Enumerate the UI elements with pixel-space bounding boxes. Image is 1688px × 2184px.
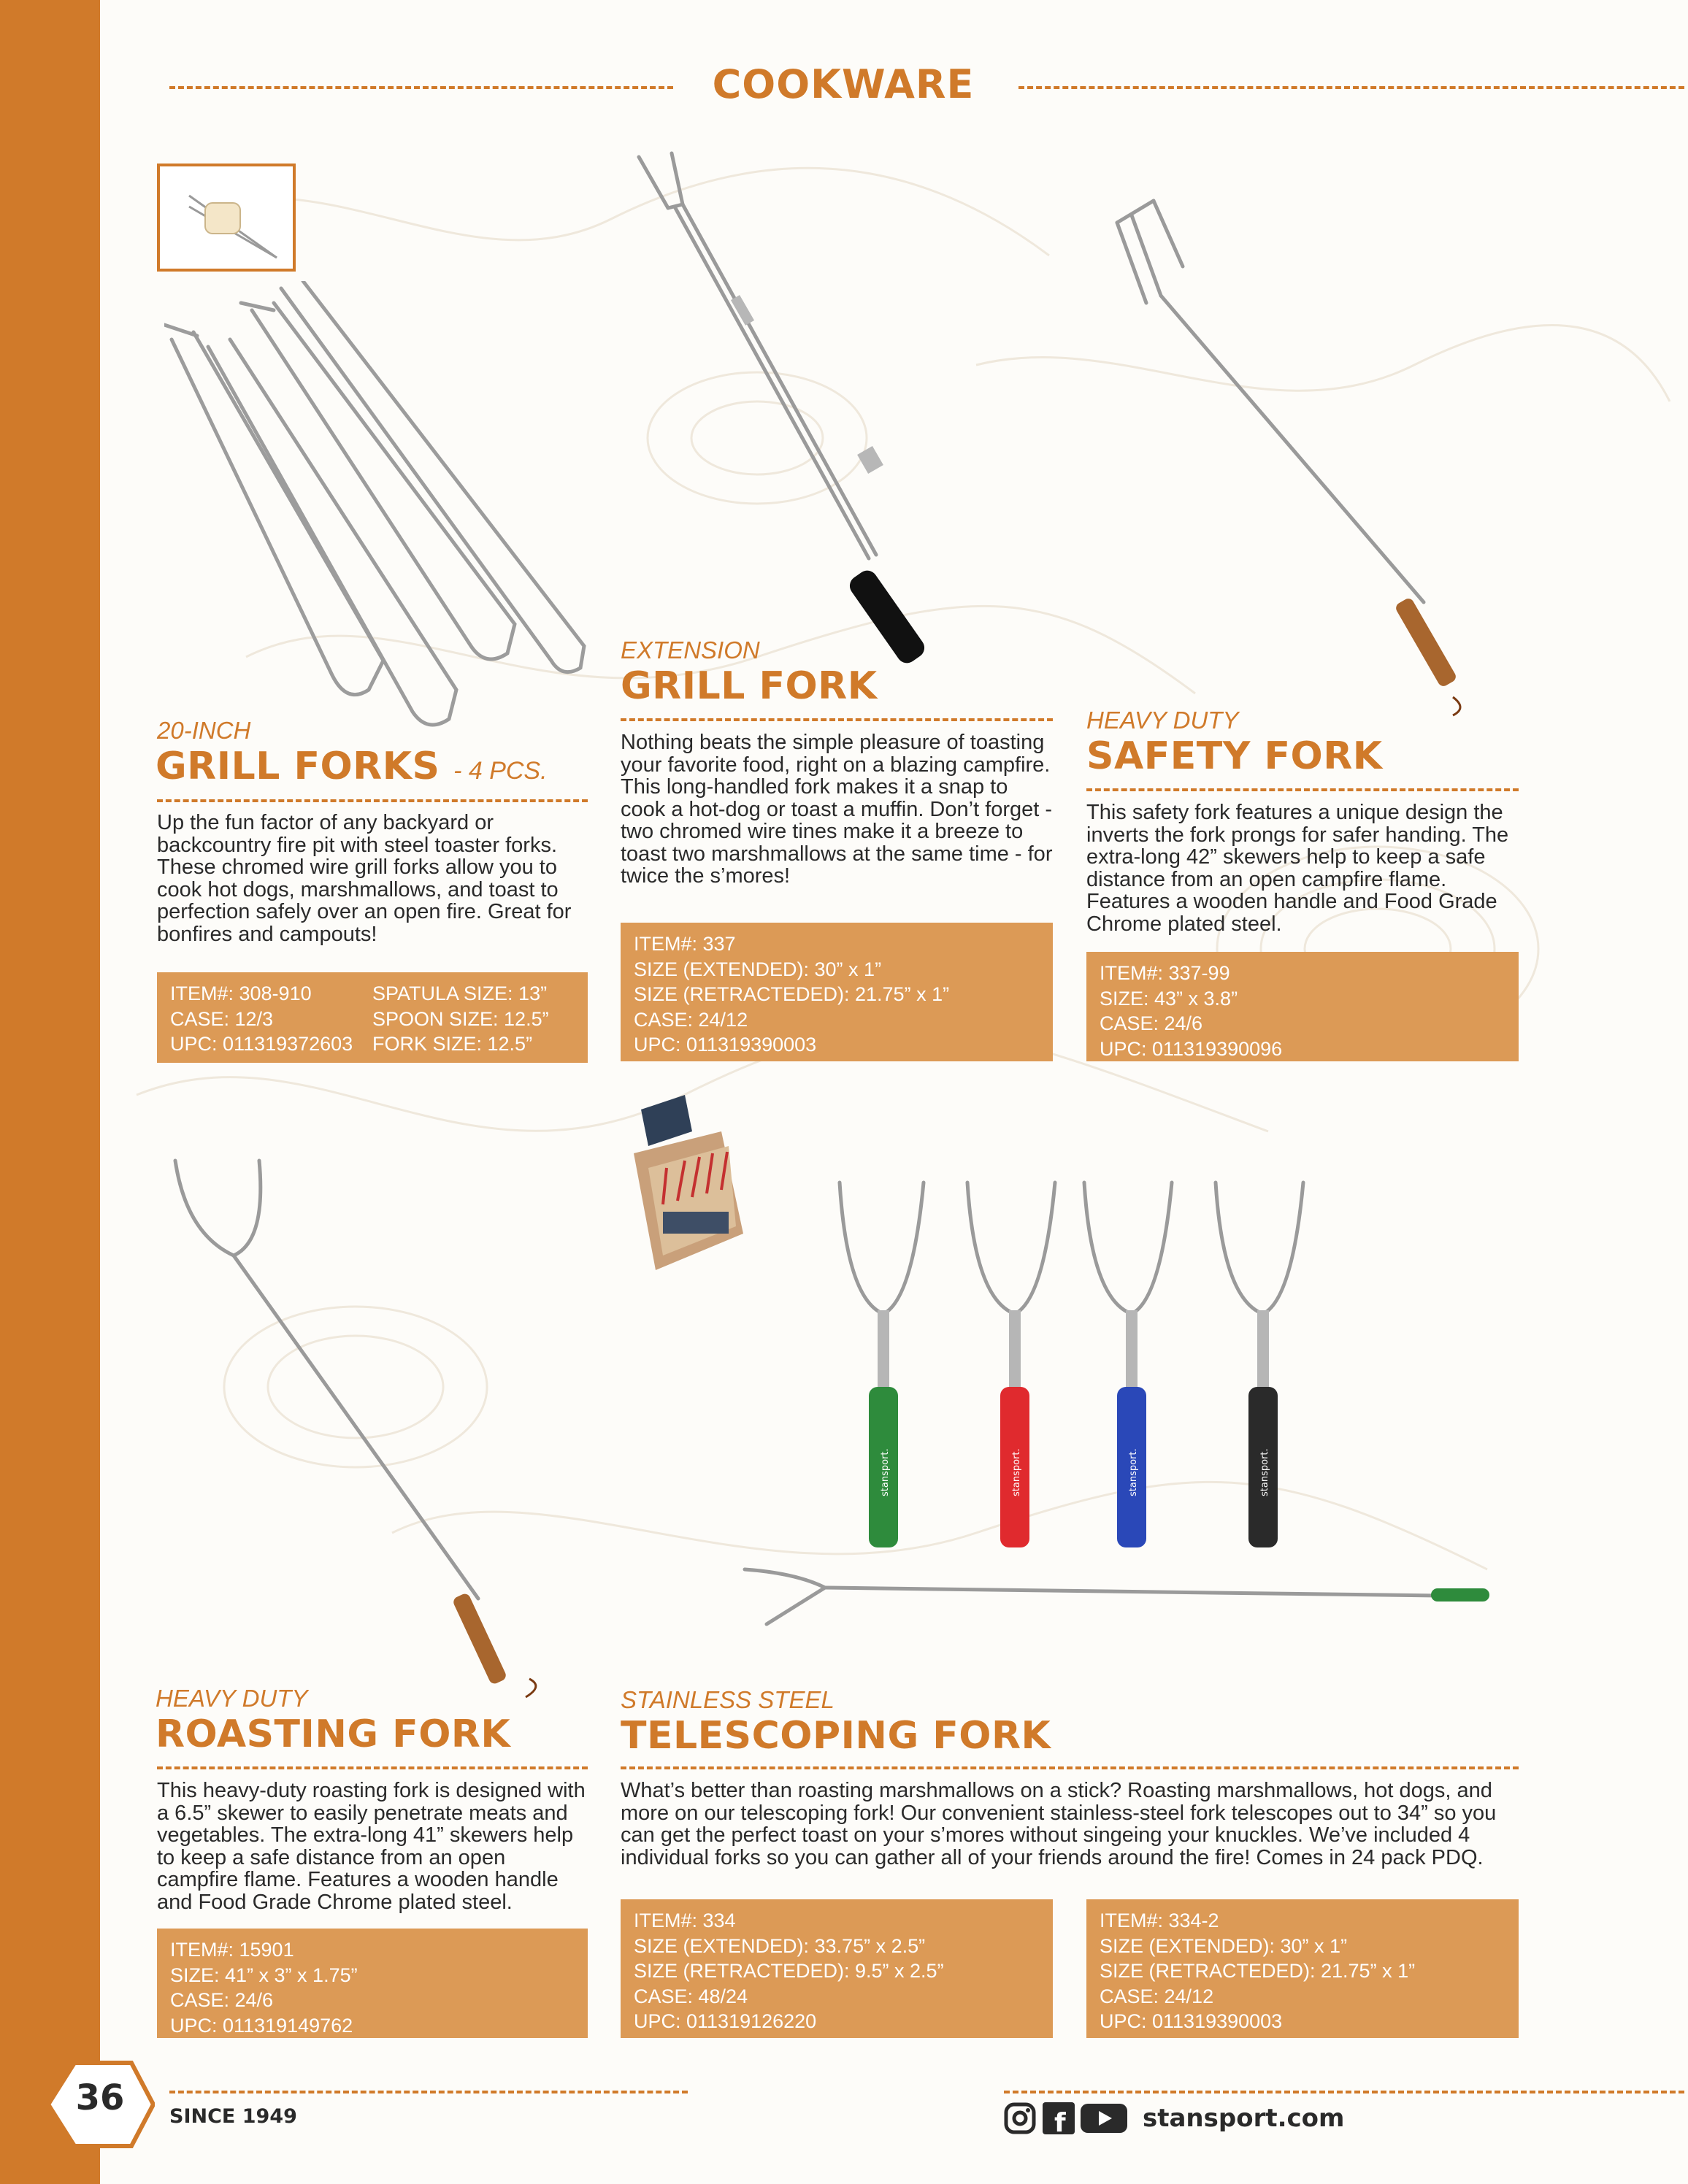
extension-fork-title: GRILL FORK (621, 664, 878, 708)
section-title: COOKWARE (712, 61, 975, 107)
grill-forks-title (156, 745, 548, 788)
website-link[interactable]: stansport.com (1143, 2104, 1345, 2133)
extension-fork-specs (621, 923, 1053, 1061)
grill-forks-title-text: GRILL FORKS (156, 745, 440, 788)
safety-fork-image (1102, 193, 1468, 719)
telescoping-fork-specs-a (621, 1899, 1053, 2038)
spec-line: SPATULA SIZE: 13” (372, 983, 548, 1004)
safety-fork-divider (1086, 788, 1519, 791)
telescoping-fork-subtitle: STAINLESS STEEL (621, 1686, 835, 1713)
spec-line: SIZE: 41” x 3” x 1.75” (170, 1964, 358, 1986)
safety-fork-description: This safety fork features a unique design the inverts the fork prongs for safer handing. The extra-long 42” skewers help to keep a safe distance from an open campfire flame. Features a wooden handle and Food Grade Chrome plated steel. (1086, 801, 1509, 936)
telescoping-forks-image (832, 1168, 1387, 1555)
spec-line: ITEM#: 334 (634, 1910, 736, 1931)
telescoping-fork-specs-b (1086, 1899, 1519, 2038)
telescoping-fork-extended-image (737, 1555, 1497, 1635)
grill-forks-specs-right (372, 981, 575, 1054)
footer-divider-left (169, 2091, 688, 2093)
spec-line: SIZE (RETRACTEDED): 21.75” x 1” (1100, 1960, 1416, 1982)
spec-line: CASE: 24/6 (170, 1989, 274, 2011)
grill-forks-divider (157, 799, 588, 802)
spec-line: ITEM#: 334-2 (1100, 1910, 1219, 1931)
telescoping-fork-title: TELESCOPING FORK (621, 1714, 1051, 1758)
roasting-fork-description: This heavy-duty roasting fork is designed with a 6.5” skewer to easily penetrate meats and vegetables. The extra-long 41” skewers help to keep a safe distance from an open campfire flame. Features a wooden handle and Food Grade Chrome plated steel. (157, 1779, 586, 1914)
handle-brand-text: stansport. (1011, 1448, 1022, 1496)
handle-brand-text: stansport. (1128, 1448, 1139, 1496)
handle-brand-text: stansport. (1259, 1448, 1270, 1496)
header-divider-right (1018, 86, 1684, 89)
spec-line: CASE: 24/12 (1100, 1985, 1214, 2007)
spec-line: SIZE: 43” x 3.8” (1100, 987, 1238, 1010)
roasting-fork-specs (157, 1929, 588, 2038)
spec-line: UPC: 011319390003 (1100, 2010, 1283, 2032)
safety-fork-title: SAFETY FORK (1086, 734, 1383, 778)
spec-line: UPC: 011319372603 (170, 1033, 353, 1055)
since-label: SINCE 1949 (169, 2105, 297, 2128)
marshmallow-thumbnail (157, 164, 296, 272)
youtube-icon[interactable] (1081, 2104, 1127, 2133)
spec-line: SPOON SIZE: 12.5” (372, 1007, 549, 1030)
footer-divider-right (1004, 2091, 1684, 2093)
spec-line: UPC: 011319390003 (634, 1034, 817, 1056)
roasting-fork-image (164, 1153, 573, 1701)
spec-line: ITEM#: 337-99 (1100, 962, 1230, 984)
spec-line: SIZE (EXTENDED): 30” x 1” (1100, 1934, 1348, 1957)
spec-line: SIZE (RETRACTEDED): 21.75” x 1” (634, 983, 950, 1005)
grill-forks-title-suffix: - 4 PCS. (453, 757, 548, 785)
extension-fork-divider (621, 718, 1053, 721)
spec-line: CASE: 24/12 (634, 1008, 748, 1031)
spec-line: FORK SIZE: 12.5” (372, 1033, 533, 1055)
spec-line: SIZE (RETRACTEDED): 9.5” x 2.5” (634, 1960, 944, 1982)
safety-fork-specs (1086, 952, 1519, 1061)
grill-forks-image (164, 281, 595, 734)
telescoping-fork-divider (621, 1766, 1519, 1769)
grill-forks-description: Up the fun factor of any backyard or backcountry fire pit with steel toaster forks. These chromed wire grill forks allow you to cook hot dogs, marshmallows, and toast to perfection safely over an open fire. Great for bonfires and campouts! (157, 811, 572, 946)
handle-brand-text: stansport. (880, 1448, 891, 1496)
spec-line: SIZE (EXTENDED): 33.75” x 2.5” (634, 1934, 926, 1957)
instagram-icon[interactable] (1004, 2102, 1036, 2134)
pdq-display-image (626, 1088, 751, 1285)
telescoping-fork-description: What’s better than roasting marshmallows on a stick? Roasting marshmallows, hot dogs, and more on our telescoping fork! Our convenient stainless-steel fork telescopes out to 34” so you can get the perfect toast on your s’mores without singeing your knuckles. We’ve included 4 individual forks so you can gather all of your friends around the fire! Comes in 24 pack PDQ. (621, 1779, 1497, 1869)
spec-line: ITEM#: 337 (634, 933, 736, 955)
spec-line: CASE: 12/3 (170, 1007, 274, 1030)
spec-line: SIZE (EXTENDED): 30” x 1” (634, 958, 882, 980)
roasting-fork-divider (157, 1766, 588, 1769)
roasting-fork-title: ROASTING FORK (156, 1712, 511, 1756)
grill-forks-subtitle: 20-INCH (157, 717, 251, 744)
safety-fork-subtitle: HEAVY DUTY (1086, 707, 1239, 734)
sidebar-bar (0, 0, 100, 2184)
roasting-fork-subtitle: HEAVY DUTY (156, 1685, 308, 1712)
svg-text:f: f (1054, 2108, 1066, 2134)
extension-fork-image (628, 150, 1037, 668)
spec-line: UPC: 011319149762 (170, 2014, 353, 2037)
page-number: 36 (75, 2077, 125, 2118)
spec-line: ITEM#: 308-910 (170, 983, 312, 1004)
spec-line: CASE: 24/6 (1100, 1012, 1203, 1034)
facebook-icon[interactable] (1043, 2102, 1075, 2134)
extension-fork-description: Nothing beats the simple pleasure of toasting your favorite food, right on a blazing campfire. This long-handled fork makes it a snap to cook a hot-dog or toast a muffin. Don’t forget - two chromed wire tines make it a breeze to toast two marshmallows at the same time - for twice the s’mores! (621, 731, 1053, 888)
spec-line: ITEM#: 15901 (170, 1939, 294, 1961)
grill-forks-specs (157, 972, 588, 1063)
spec-line: CASE: 48/24 (634, 1985, 748, 2007)
spec-line: UPC: 011319126220 (634, 2010, 817, 2032)
header-divider-left (169, 86, 673, 89)
grill-forks-specs-left (170, 981, 372, 1054)
extension-fork-subtitle: EXTENSION (621, 637, 760, 664)
spec-line: UPC: 011319390096 (1100, 1037, 1283, 1060)
